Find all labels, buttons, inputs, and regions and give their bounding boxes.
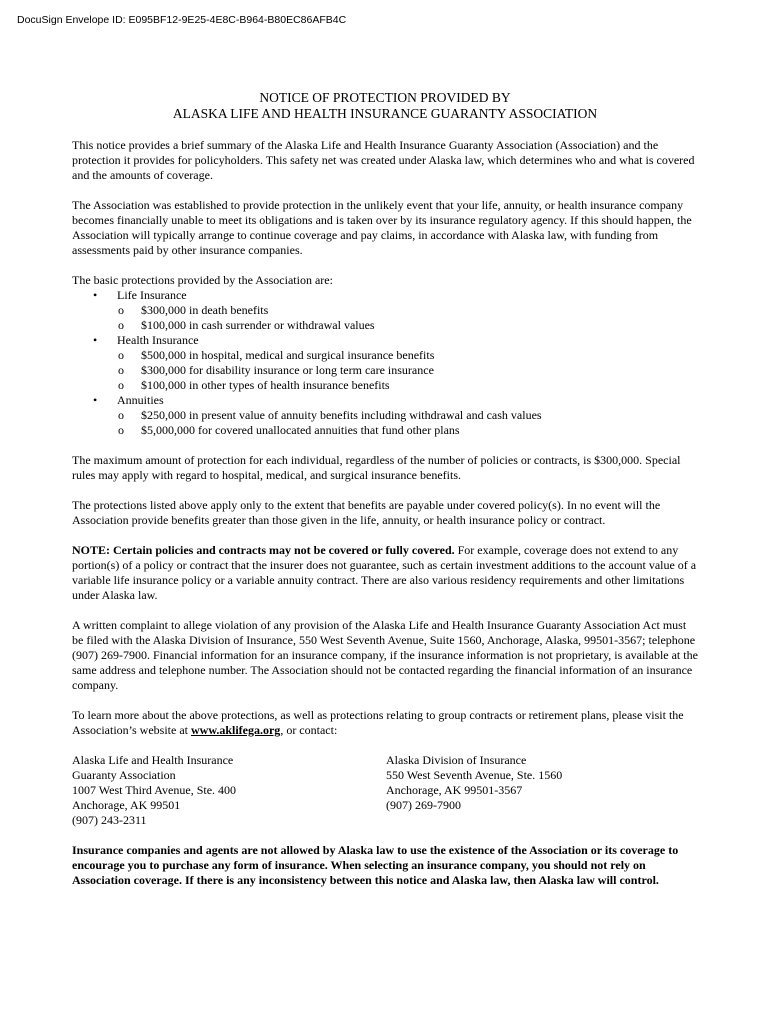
protection-item bbox=[72, 318, 700, 333]
bullet-icon: • bbox=[93, 288, 98, 302]
contacts bbox=[72, 753, 700, 828]
contact-line: Alaska Life and Health Insurance bbox=[72, 753, 234, 767]
notice-body bbox=[72, 138, 700, 888]
learn-more-text: To learn more about the above protections, as well as protections relating to group contracts or retirement plans, please visit the Association’s website at bbox=[72, 708, 684, 737]
learn-more-paragraph bbox=[72, 708, 700, 738]
sub-bullet-icon: o bbox=[118, 318, 124, 332]
contact-line: 550 West Seventh Avenue, Ste. 1560 bbox=[386, 768, 563, 782]
category-label: Annuities bbox=[117, 393, 164, 407]
note-text: For example, coverage does not extend to any portion(s) of a policy or contract that the insurer does not guarantee, such as certain investment additions to the account value of a variable life insurance policy or a variable annuity contract. There are also various residency requirements and other limitations under Alaska law. bbox=[72, 543, 697, 602]
page-title bbox=[0, 90, 770, 122]
protection-item bbox=[72, 363, 700, 378]
item-text: $500,000 in hospital, medical and surgical insurance benefits bbox=[141, 348, 435, 362]
category-label: Health Insurance bbox=[117, 333, 199, 347]
warning-paragraph: Insurance companies and agents are not allowed by Alaska law to use the existence of the Association or its coverage to encourage you to purchase any form of insurance. When selecting an insurance company, you should not rely on Association coverage. If there is any inconsistency between this notice and Alaska law, then Alaska law will control. bbox=[72, 843, 679, 887]
protection-item bbox=[72, 423, 700, 438]
sub-bullet-icon: o bbox=[118, 378, 124, 392]
item-text: $100,000 in other types of health insurance benefits bbox=[141, 378, 390, 392]
bullet-icon: • bbox=[93, 333, 98, 347]
learn-more-suffix: , or contact: bbox=[280, 723, 338, 737]
max-amount-paragraph: The maximum amount of protection for each individual, regardless of the number of policies or contracts, is $300,000. Special rules may apply with regard to hospital, medical, and surgical insurance benefits. bbox=[72, 453, 681, 482]
contact-line: (907) 269-7900 bbox=[386, 798, 461, 812]
protections-list bbox=[72, 288, 700, 438]
bullet-icon: • bbox=[93, 393, 98, 407]
division-contact bbox=[386, 753, 700, 828]
protection-item bbox=[72, 378, 700, 393]
website-link[interactable]: www.aklifega.org bbox=[190, 723, 281, 737]
protection-item bbox=[72, 303, 700, 318]
item-text: $250,000 in present value of annuity benefits including withdrawal and cash values bbox=[141, 408, 542, 422]
contact-line: Guaranty Association bbox=[72, 768, 176, 782]
protection-item bbox=[72, 408, 700, 423]
purpose-paragraph: The Association was established to provide protection in the unlikely event that your life, annuity, or health insurance company becomes financially unable to meet its obligations and is taken over by its insurance regulatory agency. If this should happen, the Association will typically arrange to continue coverage and pay claims, in accordance with Alaska law, with funding from assessments paid by other insurance companies. bbox=[72, 198, 692, 257]
note-paragraph bbox=[72, 543, 700, 603]
item-text: $5,000,000 for covered unallocated annuities that fund other plans bbox=[141, 423, 460, 437]
title-line-1: NOTICE OF PROTECTION PROVIDED BY bbox=[259, 90, 511, 105]
protection-item bbox=[72, 348, 700, 363]
protection-category bbox=[72, 393, 700, 408]
contact-line: (907) 243-2311 bbox=[72, 813, 147, 827]
intro-paragraph: This notice provides a brief summary of the Alaska Life and Health Insurance Guaranty Association (Association) and the protection it provides for policyholders. This safety net was created under Alaska law, which determines who and what is covered and the amounts of coverage. bbox=[72, 138, 695, 182]
contact-line: Alaska Division of Insurance bbox=[386, 753, 527, 767]
item-text: $300,000 in death benefits bbox=[141, 303, 269, 317]
protection-category bbox=[72, 333, 700, 348]
complaint-paragraph: A written complaint to allege violation of any provision of the Alaska Life and Health Insurance Guaranty Association Act must be filed with the Alaska Division of Insurance, 550 West Seventh Avenue, Suite 1560, Anchorage, Alaska, 99501-3567; telephone (907) 269-7900. Financial information for an insurance company, if the insurance information is not proprietary, is available at the same address and telephone number. The Association should not be contacted regarding the financial information of an insurance company. bbox=[72, 618, 698, 692]
sub-bullet-icon: o bbox=[118, 363, 124, 377]
item-text: $300,000 for disability insurance or long term care insurance bbox=[141, 363, 434, 377]
limits-paragraph: The protections listed above apply only to the extent that benefits are payable under covered policy(s). In no event will the Association provide benefits greater than those given in the life, annuity, or health insurance policy or contract. bbox=[72, 498, 661, 527]
note-heading: NOTE: Certain policies and contracts may not be covered or fully covered. bbox=[72, 543, 455, 557]
sub-bullet-icon: o bbox=[118, 303, 124, 317]
sub-bullet-icon: o bbox=[118, 423, 124, 437]
sub-bullet-icon: o bbox=[118, 408, 124, 422]
protections-intro: The basic protections provided by the Association are: bbox=[72, 273, 333, 287]
contact-line: Anchorage, AK 99501-3567 bbox=[386, 783, 523, 797]
contact-line: Anchorage, AK 99501 bbox=[72, 798, 181, 812]
protection-category bbox=[72, 288, 700, 303]
association-contact bbox=[72, 753, 386, 828]
category-label: Life Insurance bbox=[117, 288, 187, 302]
envelope-id: DocuSign Envelope ID: E095BF12-9E25-4E8C-B964-B80EC86AFB4C bbox=[17, 14, 347, 26]
sub-bullet-icon: o bbox=[118, 348, 124, 362]
contact-line: 1007 West Third Avenue, Ste. 400 bbox=[72, 783, 237, 797]
title-line-2: ALASKA LIFE AND HEALTH INSURANCE GUARANTY ASSOCIATION bbox=[172, 106, 598, 121]
item-text: $100,000 in cash surrender or withdrawal values bbox=[141, 318, 375, 332]
